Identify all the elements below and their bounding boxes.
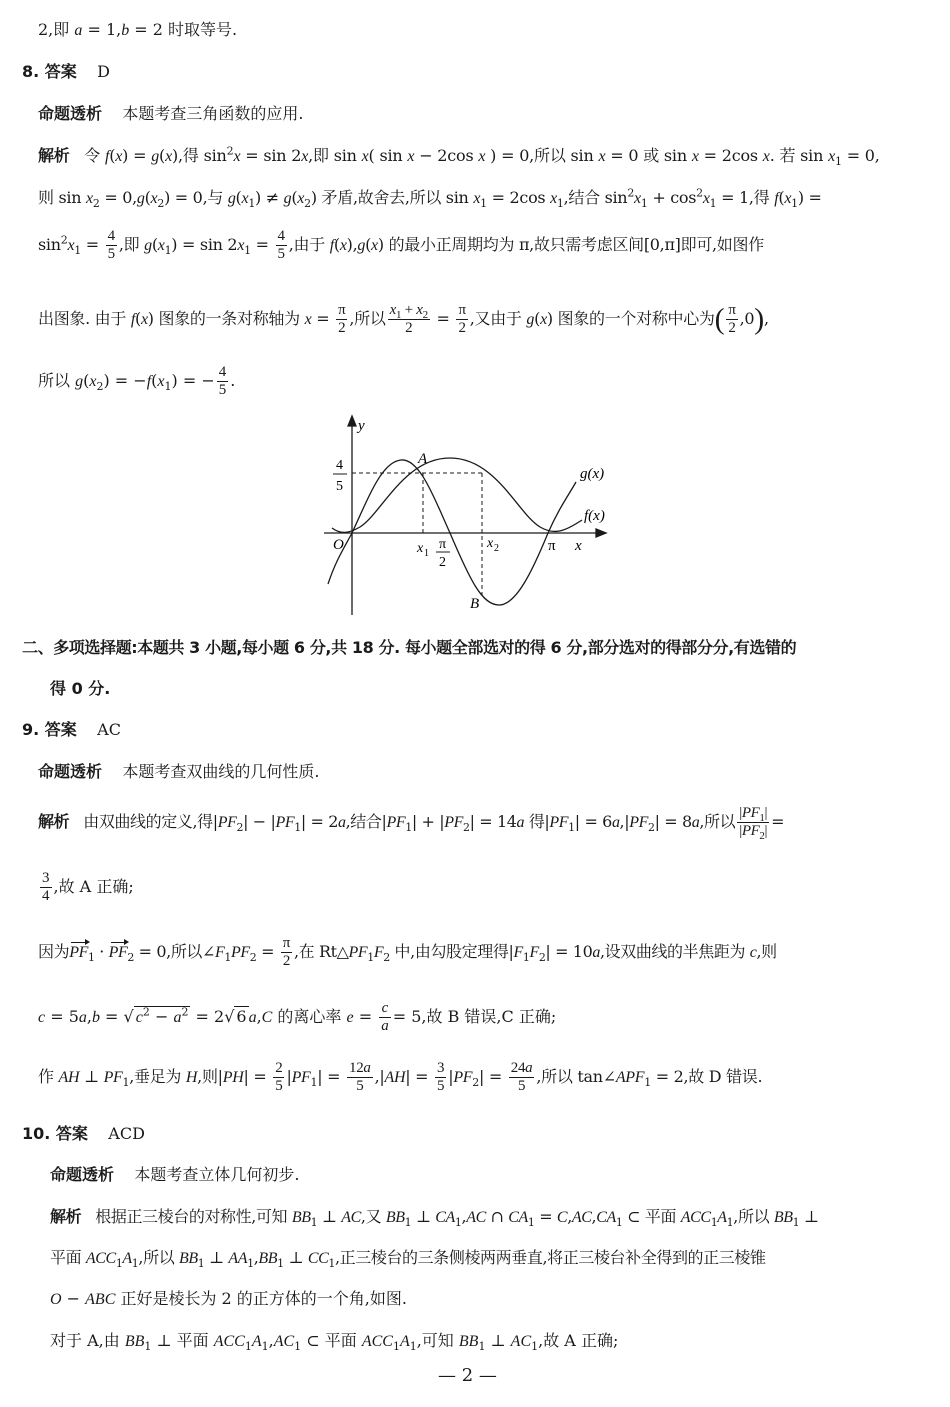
q10-analysis-line-1: 解析 根据正三棱台的对称性,可知 $BB_1$ ⊥ AC,又 $BB_1$ ⊥ $CA_1,AC$ ∩ $CA_1 = C,AC,CA_1$ ⊂ 平面 $ACC_1A_1$,所以 $BB_1$ ⊥ [50,1207,819,1230]
q9-analysis-label: 解析 [38,812,70,831]
q8-header [22,64,110,80]
x-axis-label: x [575,538,582,554]
q9-header-label: 9. 答案 [22,720,77,739]
x2-sub: 2 [494,543,499,554]
g-curve-label: g(x) [580,466,605,482]
origin-label: O [333,537,344,553]
q9-header [22,722,121,738]
point-a-label: A [418,451,428,467]
y-axis-arrow [348,416,356,426]
q9-intro-text: 本题考查双曲线的几何性质. [122,762,320,781]
tick-pi-half-den: 2 [439,555,446,570]
q8-analysis-line-4: 出图象. 由于 f(x) 图象的一条对称轴为 x = $\frac{\pi}{2}$ ,所以 $\frac{x_1 + x_2}{2}$ = $\frac{\pi}{2}$ ,又由于 g(x) 图象的一个对称中心为( $\frac{\pi}{2}$ ,0), [38,302,769,336]
point-b-label: B [470,596,480,612]
q9-intro [38,764,319,780]
f-curve-label: f(x) [584,508,605,524]
q9-analysis-line-2: $\frac{3}{4}$ ,故 A 正确; [42,870,134,904]
q8-answer: D [97,62,110,81]
x1-label: x [417,541,424,556]
q9-analysis-line-4: c = 5a,b = √ $c^2 - a^2 = 2√$ 6 a,C 的离心率 e = $\frac{c}{a}$ = 5,故 B 错误,C 正确; [38,1000,557,1034]
q8-analysis-line-5: 所以 $g(x_2) = -f(x_1)$ = − $\frac{4}{5}$ . [38,364,236,398]
x2-label: x [487,536,494,551]
y-axis-label: y [358,418,365,434]
q10-intro [50,1167,299,1183]
q8-analysis-line-3: $\sin^2x_1$ = $\frac{4}{5}$ ,即 $g(x_1) = \sin 2x_1$ = $\frac{4}{5}$ ,由于 f(x),g(x) 的最小正周期均为 π,故只需考虑区间[0,π]即可,如图作 [38,228,764,262]
q10-intro-label: 命题透析 [50,1165,115,1184]
q8-analysis-line-1: 解析 令 f(x) = g(x),得 $\sin^2x = \sin 2x$,即 sin x( sin x − 2cos x ) = 0,所以 sin x = 0 或 sin x = 2cos x. 若 $\sin x_1 = 0$, [38,144,880,169]
line-top: 2,即 a = 1,b = 2 时取等号. [38,20,238,39]
page-number: — 2 — [438,1365,497,1386]
q10-header [22,1126,145,1142]
y-tick-num: 4 [336,458,343,473]
q10-analysis-line-2: 平面 $ACC_1A_1$,所以 $BB_1$ ⊥ $AA_1,BB_1$ ⊥ $CC_1$,正三棱台的三条侧棱两两垂直,将正三棱台补全得到的正三棱锥 [50,1248,766,1271]
q8-header-label: 8. 答案 [22,62,77,81]
q10-header-label: 10. 答案 [22,1124,88,1143]
y-tick-den: 5 [336,479,343,494]
q8-intro [38,106,303,122]
q8-analysis-line-2: 则 $\sin x_2 = 0,g(x_2) = 0$,与 $g(x_1) \ne g(x_2)$ 矛盾,故舍去,所以 $\sin x_1 = 2\cos$ $x_1$,结合 $\sin^2x_1 + \cos^2x_1 = 1$,得 $f(x_1)$ = [38,186,822,211]
q9-analysis-line-1: 解析 由双曲线的定义,得$|PF_2| - |PF_1| = 2a$,结合$|PF_1| + |PF_2| = 14a$ 得$|PF_1| = 6a,|PF_2| = 8a$,所以 $\frac{|PF_1|}{|PF_2|}$ = [38,805,785,842]
section2-title-cont: 得 0 分. [50,679,111,698]
q9-analysis-line-5: 作 AH ⊥ $PF_1$,垂足为 H,则|PH| = $\frac{2}{5}$ $|PF_1|$ = $\frac{12a}{5}$ ,|AH| = $\frac{3}{5}$ $|PF_2|$ = $\frac{24a}{5}$ ,所以 $\tan\angle APF_1 = 2$,故 D 错误. [38,1060,763,1094]
tick-pi: π [548,538,556,554]
q10-analysis-line-3: O − ABC 正好是棱长为 2 的正方体的一个角,如图. [50,1289,407,1308]
q10-analysis-label: 解析 [50,1207,82,1226]
function-graph [300,410,630,620]
q9-analysis-line-3: 因为$PF_1 \cdot PF_2 = 0$,所以$\angle F_1PF_2$ = $\frac{\pi}{2}$ ,在 $Rt\triangle PF_1F_2$ 中,由勾股定理得$|F_1F_2| = 10a$,设双曲线的半焦距为 c,则 [38,935,777,969]
q10-answer: ACD [108,1124,145,1143]
q8-intro-text: 本题考查三角函数的应用. [122,104,304,123]
tick-pi-half-num: π [439,537,447,552]
q9-answer: AC [97,720,121,739]
section2-title: 二、多项选择题:本题共 3 小题,每小题 6 分,共 18 分. 每小题全部选对的得 6 分,部分选对的得部分分,有选错的 [22,638,797,657]
q8-intro-label: 命题透析 [38,104,103,123]
q8-analysis-label: 解析 [38,146,70,165]
q9-intro-label: 命题透析 [38,762,103,781]
q10-intro-text: 本题考查立体几何初步. [134,1165,300,1184]
x1-sub: 1 [424,548,429,559]
q10-analysis-line-4: 对于 A,由 $BB_1$ ⊥ 平面 $ACC_1A_1,AC_1$ ⊂ 平面 $ACC_1A_1$,可知 $BB_1$ ⊥ $AC_1$,故 A 正确; [50,1331,619,1354]
x-axis-arrow [596,529,606,537]
